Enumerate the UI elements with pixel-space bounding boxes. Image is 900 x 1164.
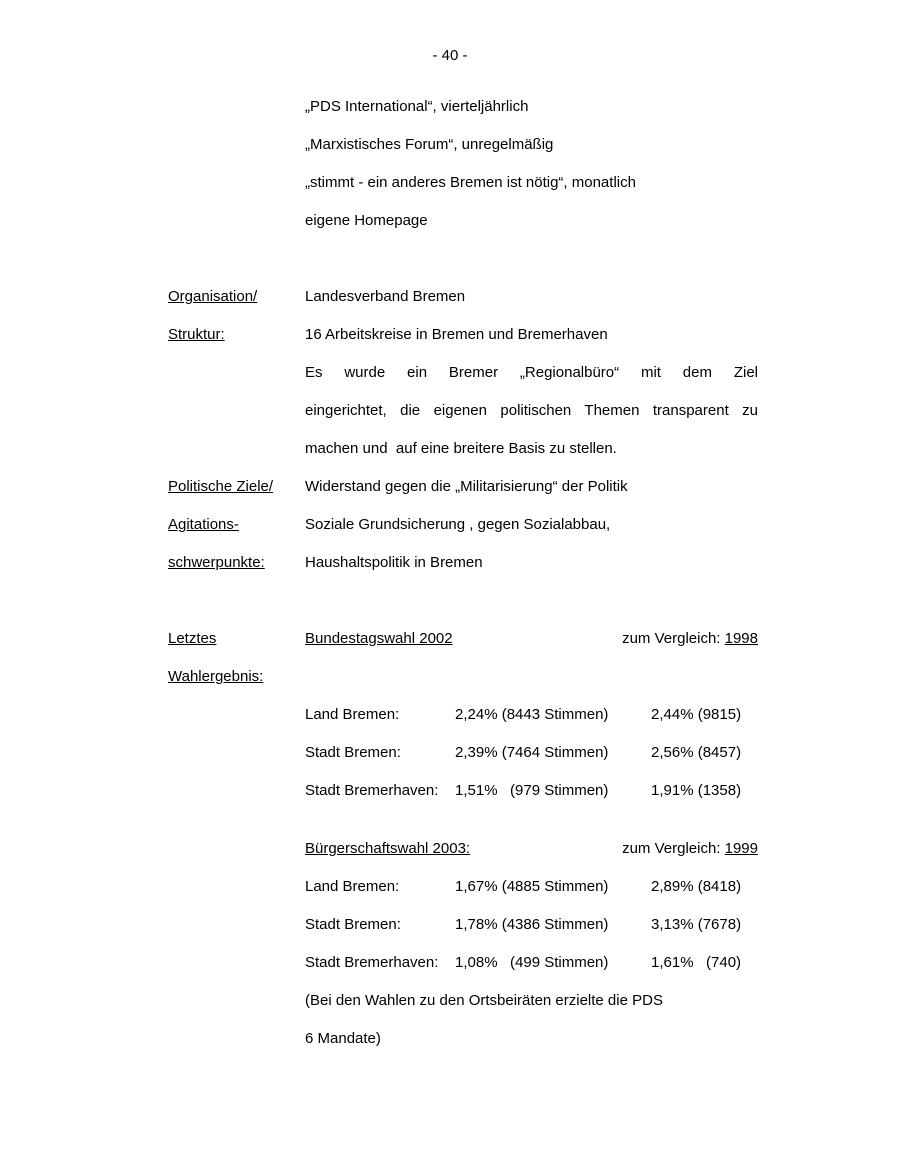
section-label-cell <box>168 544 305 582</box>
election-result-row <box>168 906 758 944</box>
election-compare-heading <box>622 830 758 868</box>
section-label: Politische Ziele/ <box>168 478 274 495</box>
election-row-label: Land Bremen: <box>305 878 400 895</box>
election-row-result: 2,24% (8443 Stimmen) <box>455 706 609 723</box>
election-row-compare: 3,13% (7678) <box>651 916 742 933</box>
election-heading-row <box>168 830 758 868</box>
document-body <box>0 88 900 1058</box>
election-result-row <box>168 868 758 906</box>
election-result <box>305 944 758 982</box>
ziele-text: Widerstand gegen die „Militarisierung“ der Politik <box>305 478 628 495</box>
organisation-text: eingerichtet, die eigenen politischen Themen transparent zu <box>305 402 758 419</box>
election-row-compare: 2,89% (8418) <box>651 878 742 895</box>
election-result-row <box>168 944 758 982</box>
section-label-cell <box>168 506 305 544</box>
compare-year: 1999 <box>724 840 758 857</box>
publication-line: „stimmt - ein anderes Bremen ist nötig“, monatlich <box>305 174 636 191</box>
compare-year: 1998 <box>724 630 758 647</box>
election-row-compare: 2,44% (9815) <box>651 706 742 723</box>
organisation-row <box>168 278 758 316</box>
section-label: schwerpunkte: <box>168 554 265 571</box>
page-number: - 40 - <box>432 47 468 64</box>
section-label-cell <box>168 316 305 354</box>
publication-line: eigene Homepage <box>305 212 428 229</box>
election-row-result: 2,39% (7464 Stimmen) <box>455 744 609 761</box>
election-row-compare: 1,61% (740) <box>651 954 742 971</box>
section-label-cell <box>168 278 305 316</box>
election-note: (Bei den Wahlen zu den Ortsbeiräten erzielte die PDS <box>305 992 663 1009</box>
organisation-row <box>168 354 758 392</box>
election-title: Bürgerschaftswahl 2003: <box>305 840 471 857</box>
ziele-text: Soziale Grundsicherung , gegen Sozialabbau, <box>305 516 611 533</box>
election-row-result: 1,78% (4386 Stimmen) <box>455 916 609 933</box>
wahlergebnis-label-row <box>168 658 758 696</box>
section-label-cell <box>168 658 305 696</box>
ziele-text: Haushaltspolitik in Bremen <box>305 554 483 571</box>
organisation-row <box>168 392 758 430</box>
ziele-row <box>168 506 758 544</box>
organisation-text: 16 Arbeitskreise in Bremen und Bremerhaven <box>305 326 608 343</box>
election-note-row <box>168 982 758 1020</box>
election-compare-heading <box>622 620 758 658</box>
election-result <box>305 696 758 734</box>
election-row-label: Land Bremen: <box>305 706 400 723</box>
organisation-text: Es wurde ein Bremer „Regionalbüro“ mit dem Ziel <box>305 364 758 381</box>
election-note-row <box>168 1020 758 1058</box>
organisation-row <box>168 316 758 354</box>
election-result <box>305 772 758 810</box>
election-row-result: 1,08% (499 Stimmen) <box>455 954 609 971</box>
section-label: Wahlergebnis: <box>168 668 264 685</box>
election-result-row <box>168 696 758 734</box>
election-result <box>305 734 758 772</box>
election-result <box>305 906 758 944</box>
ziele-row <box>168 468 758 506</box>
section-label: Struktur: <box>168 326 225 343</box>
election-row-compare: 2,56% (8457) <box>651 744 742 761</box>
compare-prefix: zum Vergleich: <box>622 840 725 857</box>
election-heading <box>305 620 758 658</box>
election-result-row <box>168 772 758 810</box>
publication-line: „PDS International“, vierteljährlich <box>305 98 529 115</box>
section-label: Agitations- <box>168 516 239 533</box>
election-row-result: 1,67% (4885 Stimmen) <box>455 878 609 895</box>
election-note: 6 Mandate) <box>305 1030 381 1047</box>
election-title: Bundestagswahl 2002 <box>305 630 453 647</box>
organisation-row <box>168 430 758 468</box>
section-label: Letztes <box>168 630 217 647</box>
election-result-row <box>168 734 758 772</box>
election-result <box>305 868 758 906</box>
election-row-compare: 1,91% (1358) <box>651 782 742 799</box>
election-row-label: Stadt Bremen: <box>305 916 401 933</box>
section-label-cell <box>168 468 305 506</box>
publications-list <box>305 88 758 240</box>
election-row-label: Stadt Bremerhaven: <box>305 954 439 971</box>
organisation-text: Landesverband Bremen <box>305 288 466 305</box>
election-heading <box>305 830 758 868</box>
election-heading-row <box>168 620 758 658</box>
ziele-row <box>168 544 758 582</box>
organisation-text: machen und auf eine breitere Basis zu stellen. <box>305 440 617 457</box>
publication-line: „Marxistisches Forum“, unregelmäßig <box>305 136 554 153</box>
organisation-section <box>168 278 758 582</box>
wahlergebnis-section <box>168 620 758 1058</box>
section-label: Organisation/ <box>168 288 258 305</box>
election-row-result: 1,51% (979 Stimmen) <box>455 782 609 799</box>
election-block <box>168 830 758 1058</box>
section-label-cell <box>168 620 305 658</box>
compare-prefix: zum Vergleich: <box>622 630 725 647</box>
election-row-label: Stadt Bremerhaven: <box>305 782 439 799</box>
election-row-label: Stadt Bremen: <box>305 744 401 761</box>
